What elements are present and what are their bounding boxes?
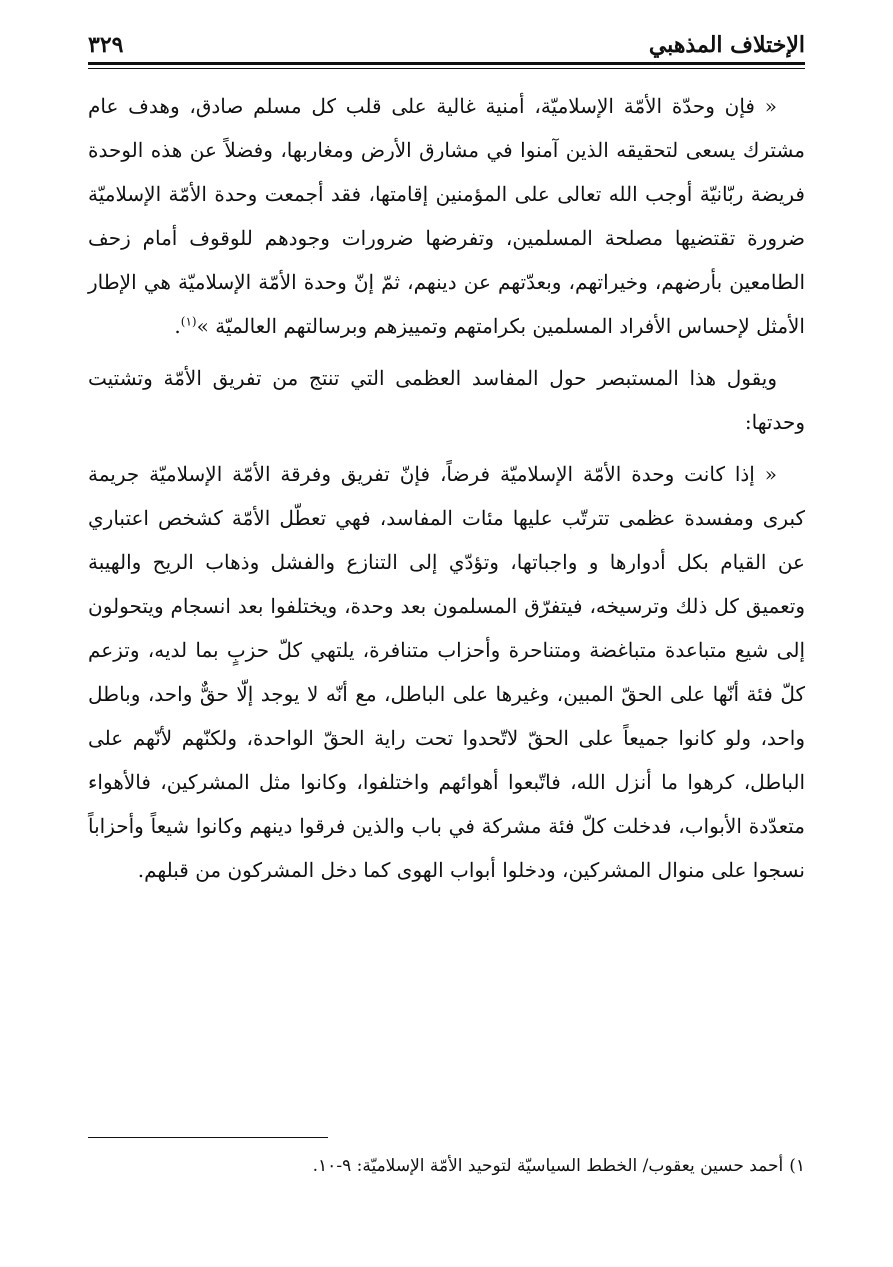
quote-paragraph-1-end: . (174, 314, 181, 338)
footnote (88, 1152, 805, 1180)
header-rule-thin (88, 68, 805, 69)
body-paragraph: ويقول هذا المستبصر حول المفاسد العظمى التي تنتج من تفريق الأمّة وتشتيت وحدتها: (88, 366, 805, 434)
footnote-divider (88, 1137, 328, 1138)
running-title: الإختلاف المذهبي (648, 32, 805, 58)
page-header (88, 28, 805, 66)
quote-paragraph-2: « إذا كانت وحدة الأمّة الإسلاميّة فرضاً، فإنّ تفريق وفرقة الأمّة الإسلاميّة جريمة كبرى ومفسدة عظمى تترتّب عليها مئات المفاسد، فهي تعطّل الأمّة كشخص اعتباري عن القيام بكل أدوارها و واجباتها، وتؤدّي إلى التنازع والفشل وذهاب الريح والهيبة وتعميق كل ذلك وترسيخه، فيتفرّق المسلمون بعد وحدة، ويختلفوا بعد انسجام ويتحولون إلى شيع متباعدة متباغضة ومتناحرة وأحزاب متنافرة، يلتهي كلّ حزبٍ بما لديه، وتزعم كلّ فئة أنّها على الحقّ المبين، وغيرها على الباطل، مع أنّه لا يوجد إلّا حقٌّ واحد، وباطل واحد، ولو كانوا جميعاً على الحقّ لاتّحدوا تحت راية الحقّ الواحدة، ولكنّهم لأنّهم على الباطل، كرهوا ما أنزل الله، فاتّبعوا أهوائهم واختلفوا، وكانوا مثل المشركين، فالأهواء متعدّدة الأبواب، فدخلت كلّ فئة مشركة في باب والذين فرقوا دينهم وكانوا شيعاً وأحزاباً نسجوا على منوال المشركين، ودخلوا أبواب الهوى كما دخل المشركون من قبلهم. (88, 462, 805, 882)
quote-paragraph-1 (88, 84, 805, 348)
footnote-number: ١) (789, 1156, 805, 1176)
header-rule-thick (88, 62, 805, 65)
quote-paragraph-1-text: « فإن وحدّة الأمّة الإسلاميّة، أمنية غالية على قلب كل مسلم صادق، وهدف عام مشترك يسعى لتحقيقه الذين آمنوا في مشارق الأرض ومغاربها، وفضلاً عن هذه الوحدة فريضة ربّانيّة أوجب الله تعالى على المؤمنين إقامتها، فقد أجمعت وحدة الأمّة الإسلاميّة ضرورة تقتضيها مصلحة المسلمين، وتفرضها ضرورات وجودهم للوقوف أمام زحف الطامعين بأرضهم، وخيراتهم، وبعدّتهم عن دينهم، ثمّ إنّ وحدة الأمّة الإسلاميّة هي الإطار الأمثل لإحساس الأفراد المسلمين بكرامتهم وتمييزهم وبرسالتهم العالميّة » (88, 94, 805, 338)
footnote-reference: (١) (180, 314, 197, 329)
page-number: ٣٢٩ (88, 32, 124, 58)
footnote-text: أحمد حسين يعقوب/ الخطط السياسيّة لتوحيد الأمّة الإسلاميّة: ٩-١٠. (312, 1156, 784, 1176)
page-body (88, 84, 805, 892)
